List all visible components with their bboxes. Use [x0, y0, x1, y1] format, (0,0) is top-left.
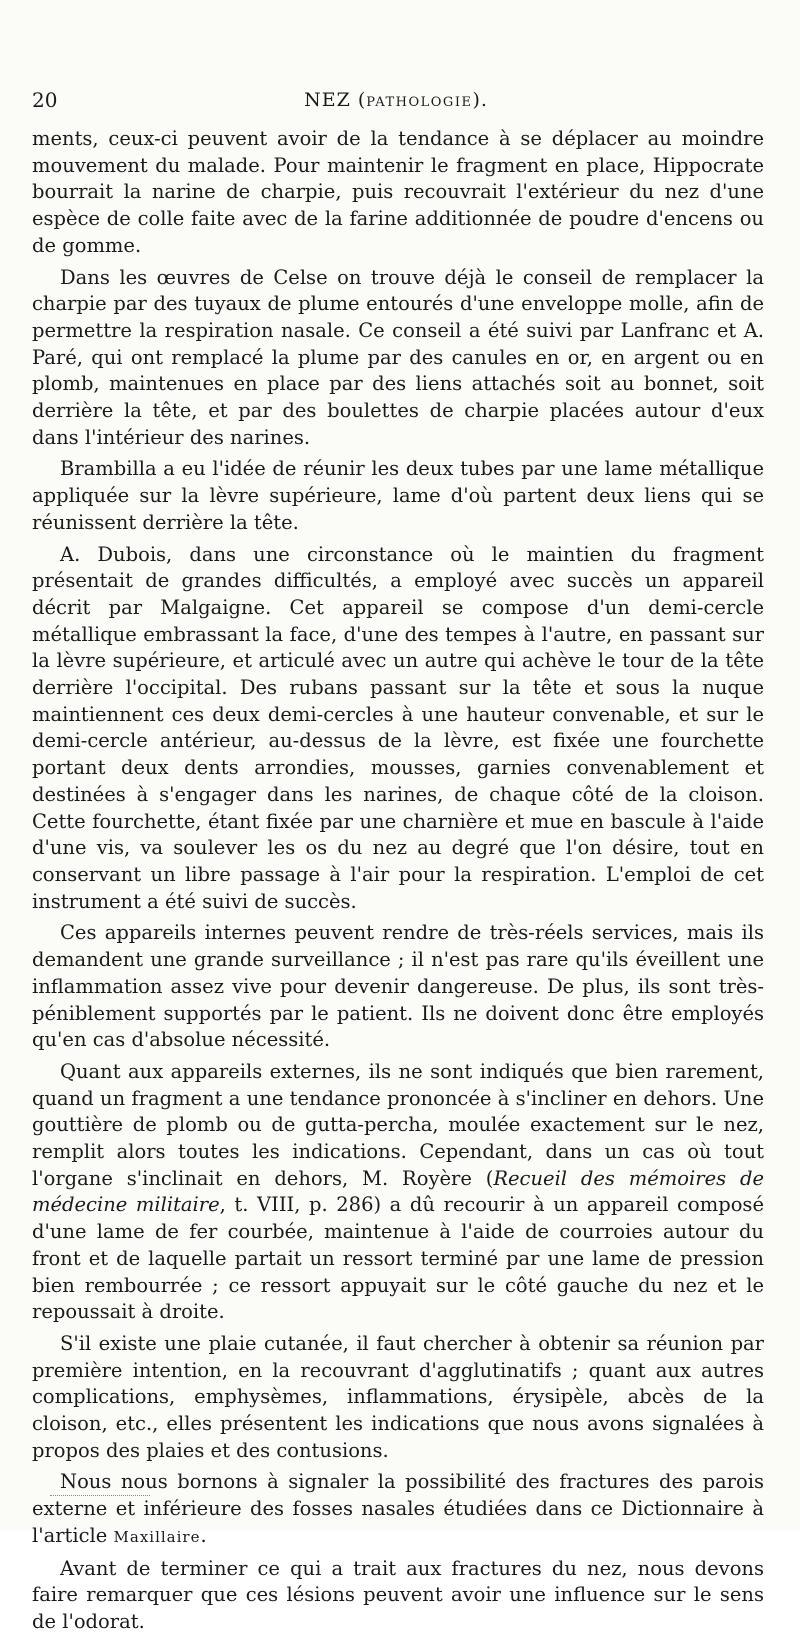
fractures-text-after: . — [200, 1523, 207, 1547]
running-title — [32, 86, 760, 117]
paragraph-dubois: A. Dubois, dans une circonstance où le maintien du fragment présentait de grandes difficultés, a employé avec succès un appareil décrit par Malgaigne. Cet appareil se compose d'un demi-cercle métallique embrassant la face, d'une des tempes à l'autre, en passant sur la lèvre supérieure, et articulé avec un autre qui achève le tour de la tête derrière l'occipital. Des rubans passant sur la tête et sous la nuque maintiennent ces deux demi-cercles à une hauteur convenable, et sur le demi-cercle antérieur, au-dessus de la lèvre, est fixée une fourchette portant deux dents arrondies, mousses, garnies convenablement et destinées à s'engager dans les narines, de chaque côté de la cloison. Cette fourchette, étant fixée par une charnière et mue en bascule à l'aide d'une vis, va soulever les os du nez au degré que l'on désire, tout en conservant un libre passage à l'air pour la respiration. L'emploi de cet instrument a été suivi de succès. — [32, 542, 764, 913]
paragraph-appareils-internes: Ces appareils internes peuvent rendre de très-réels services, mais ils demandent une grande surveillance ; il n'est pas rare qu'ils éveillent une inflammation assez vive pour devenir dangereuse. De plus, ils sont très-péniblement supportés par le patient. Ils ne doivent donc être employés qu'en cas d'absolue nécessité. — [32, 921, 764, 1052]
citation-title: Recueil des mémoires de médecine militaire — [32, 1166, 765, 1217]
page-number: 20 — [32, 88, 58, 112]
paragraph-plaie: S'il existe une plaie cutanée, il faut chercher à obtenir sa réunion par première intention, en la recouvrant d'agglutinatifs ; quant aux autres complications, emphysèmes, inflammations, érysipèle, abcès de la cloison, etc., elles présentent les indications que nous avons signalées à propos des plaies et des contusions. — [32, 1331, 764, 1462]
paragraph-continued: ments, ceux-ci peuvent avoir de la tendance à se déplacer au moindre mouvement du malade. Pour maintenir le fragment en place, Hippocrate bourrait la narine de charpie, puis recouvrait l'extérieur du nez d'une espèce de colle faite avec de la farine additionnée de poudre d'encens ou de gomme. — [32, 127, 764, 257]
body-text — [32, 126, 764, 1641]
royere-text-after: , t. VIII, p. 286) a dû recourir à un appareil composé d'une lame de fer courbée, maintenue à l'aide de courroies autour du front et de laquelle partait un ressort terminé par une lame de pression bien rembourrée ; ce ressort appuyait sur le côté gauche du nez et le repoussait à droite. — [32, 1193, 764, 1324]
running-title-main: NEZ ( — [304, 89, 367, 111]
running-title-end: ). — [472, 89, 488, 111]
paragraph-odorat: Avant de terminer ce qui a trait aux fractures du nez, nous devons faire remarquer que ces lésions peuvent avoir une influence sur le sens de l'odorat. — [32, 1556, 764, 1633]
running-title-section: PATHOLOGIE — [366, 95, 473, 110]
paragraph-brambilla: Brambilla a eu l'idée de réunir les deux tubes par une lame métallique appliquée sur la lèvre supérieure, lame d'où partent deux liens qui se réunissent derrière la tête. — [32, 457, 764, 534]
royere-text-before: Quant aux appareils externes, ils ne sont indiqués que bien rarement, quand un fragment a une tendance prononcée à s'incliner en dehors. Une gouttière de plomb ou de gutta-percha, moulée exactement sur le nez, remplit alors toutes les indications. Cependant, dans un cas où tout l'organe s'inclinait en dehors, M. Royère ( — [32, 1059, 764, 1190]
footer-rule — [50, 1495, 150, 1496]
paragraph-fractures-parois — [32, 1469, 764, 1550]
paragraph-celse: Dans les œuvres de Celse on trouve déjà le conseil de remplacer la charpie par des tuyaux de plume entourés d'une enveloppe molle, afin de permettre la respiration nasale. Ce conseil a été suivi par Lanfranc et A. Paré, qui ont remplacé la plume par des canules en or, en argent ou en plomb, maintenues en place par des liens attachés soit au bonnet, soit derrière la tête, et par des boulettes de charpie placées autour d'eux dans l'intérieur des narines. — [32, 265, 764, 449]
fractures-text-before: Nous nous bornons à signaler la possibilité des fractures des parois externe et inférieure des fosses nasales étudiées dans ce Dictionnaire à l'article — [32, 1470, 764, 1547]
article-reference: Maxillaire — [113, 1527, 201, 1546]
paragraph-appareils-externes — [32, 1059, 764, 1326]
running-head — [32, 86, 760, 114]
